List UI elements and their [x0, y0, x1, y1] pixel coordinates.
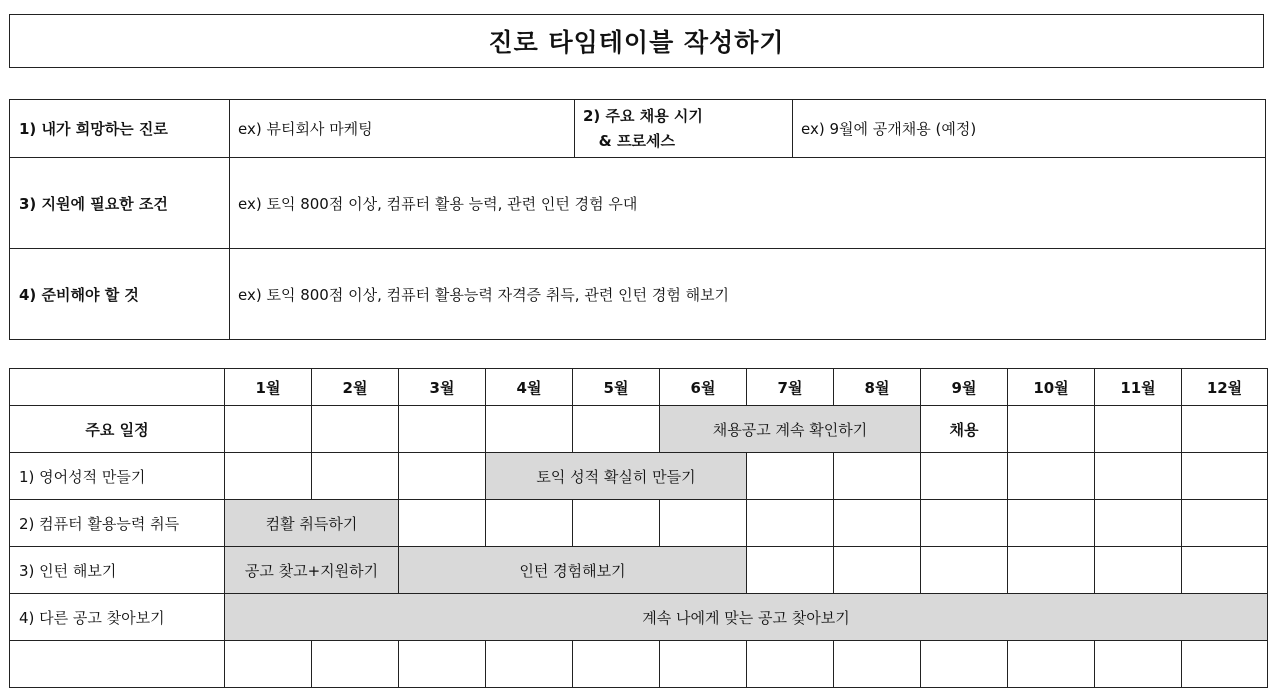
- month-header: 11월: [1095, 369, 1182, 406]
- hiring-label: 2) 주요 채용 시기 & 프로세스: [575, 100, 793, 158]
- empty-cell: [1008, 500, 1095, 547]
- month-header: 8월: [834, 369, 921, 406]
- empty-cell: [747, 547, 834, 594]
- empty-cell: [834, 547, 921, 594]
- row-label: 2) 컴퓨터 활용능력 취득: [10, 500, 225, 547]
- career-info-table: [9, 99, 1266, 340]
- empty-cell: [834, 641, 921, 688]
- english-score-row: [10, 453, 1268, 500]
- empty-cell: [660, 641, 747, 688]
- row-label: 4) 다른 공고 찾아보기: [10, 594, 225, 641]
- schedule-bar: 인턴 경험해보기: [399, 547, 747, 594]
- empty-cell: [10, 641, 225, 688]
- internship-row: [10, 547, 1268, 594]
- other-postings-row: [10, 594, 1268, 641]
- empty-cell: [486, 641, 573, 688]
- row-label: 1) 영어성적 만들기: [10, 453, 225, 500]
- key-schedule-row: [10, 406, 1268, 453]
- schedule-bar: 채용공고 계속 확인하기: [660, 406, 921, 453]
- row-label: 주요 일정: [10, 406, 225, 453]
- empty-cell: [1008, 547, 1095, 594]
- empty-cell: [312, 641, 399, 688]
- schedule-bar: 토익 성적 확실히 만들기: [486, 453, 747, 500]
- empty-cell: [834, 500, 921, 547]
- month-header: 10월: [1008, 369, 1095, 406]
- career-row: [10, 100, 1266, 158]
- empty-cell: [747, 453, 834, 500]
- empty-cell: [486, 500, 573, 547]
- empty-cell: [1095, 406, 1182, 453]
- requirements-label: 3) 지원에 필요한 조건: [10, 158, 230, 249]
- month-header: 7월: [747, 369, 834, 406]
- career-value: ex) 뷰티회사 마케팅: [230, 100, 575, 158]
- empty-cell: [921, 641, 1008, 688]
- blank-row: [10, 641, 1268, 688]
- empty-cell: [399, 641, 486, 688]
- career-label: 1) 내가 희망하는 진로: [10, 100, 230, 158]
- empty-cell: [399, 453, 486, 500]
- empty-cell: [1008, 453, 1095, 500]
- computer-cert-row: [10, 500, 1268, 547]
- prepare-row: [10, 249, 1266, 340]
- empty-cell: [573, 500, 660, 547]
- empty-cell: [1182, 500, 1268, 547]
- requirements-row: [10, 158, 1266, 249]
- month-header: 1월: [225, 369, 312, 406]
- empty-cell: [834, 453, 921, 500]
- empty-cell: [1095, 453, 1182, 500]
- requirements-value: ex) 토익 800점 이상, 컴퓨터 활용 능력, 관련 인턴 경험 우대: [230, 158, 1266, 249]
- empty-cell: [312, 406, 399, 453]
- empty-cell: [486, 406, 573, 453]
- schedule-table: [9, 368, 1268, 688]
- empty-cell: [225, 641, 312, 688]
- empty-cell: [399, 500, 486, 547]
- page-title: 진로 타임테이블 작성하기: [9, 14, 1264, 68]
- empty-cell: [660, 500, 747, 547]
- empty-cell: [921, 547, 1008, 594]
- empty-cell: [225, 453, 312, 500]
- empty-cell: [1182, 406, 1268, 453]
- empty-cell: [1095, 500, 1182, 547]
- empty-cell: [1182, 547, 1268, 594]
- empty-cell: [747, 641, 834, 688]
- corner-cell: [10, 369, 225, 406]
- empty-cell: [399, 406, 486, 453]
- empty-cell: [747, 500, 834, 547]
- empty-cell: [1008, 406, 1095, 453]
- empty-cell: [225, 406, 312, 453]
- hiring-value: ex) 9월에 공개채용 (예정): [793, 100, 1266, 158]
- month-header: 2월: [312, 369, 399, 406]
- month-header-row: [10, 369, 1268, 406]
- schedule-bar: 컴활 취득하기: [225, 500, 399, 547]
- schedule-bar: 계속 나에게 맞는 공고 찾아보기: [225, 594, 1268, 641]
- row-label: 3) 인턴 해보기: [10, 547, 225, 594]
- empty-cell: [573, 406, 660, 453]
- prepare-label: 4) 준비해야 할 것: [10, 249, 230, 340]
- empty-cell: [1095, 641, 1182, 688]
- empty-cell: [1095, 547, 1182, 594]
- month-header: 12월: [1182, 369, 1268, 406]
- empty-cell: [573, 641, 660, 688]
- empty-cell: [1008, 641, 1095, 688]
- month-header: 9월: [921, 369, 1008, 406]
- prepare-value: ex) 토익 800점 이상, 컴퓨터 활용능력 자격증 취득, 관련 인턴 경험 해보기: [230, 249, 1266, 340]
- empty-cell: [921, 500, 1008, 547]
- empty-cell: [312, 453, 399, 500]
- month-header: 3월: [399, 369, 486, 406]
- month-header: 5월: [573, 369, 660, 406]
- month-header: 4월: [486, 369, 573, 406]
- month-header: 6월: [660, 369, 747, 406]
- empty-cell: [1182, 453, 1268, 500]
- schedule-bar: 공고 찾고+지원하기: [225, 547, 399, 594]
- empty-cell: [921, 453, 1008, 500]
- empty-cell: [1182, 641, 1268, 688]
- hire-cell: 채용: [921, 406, 1008, 453]
